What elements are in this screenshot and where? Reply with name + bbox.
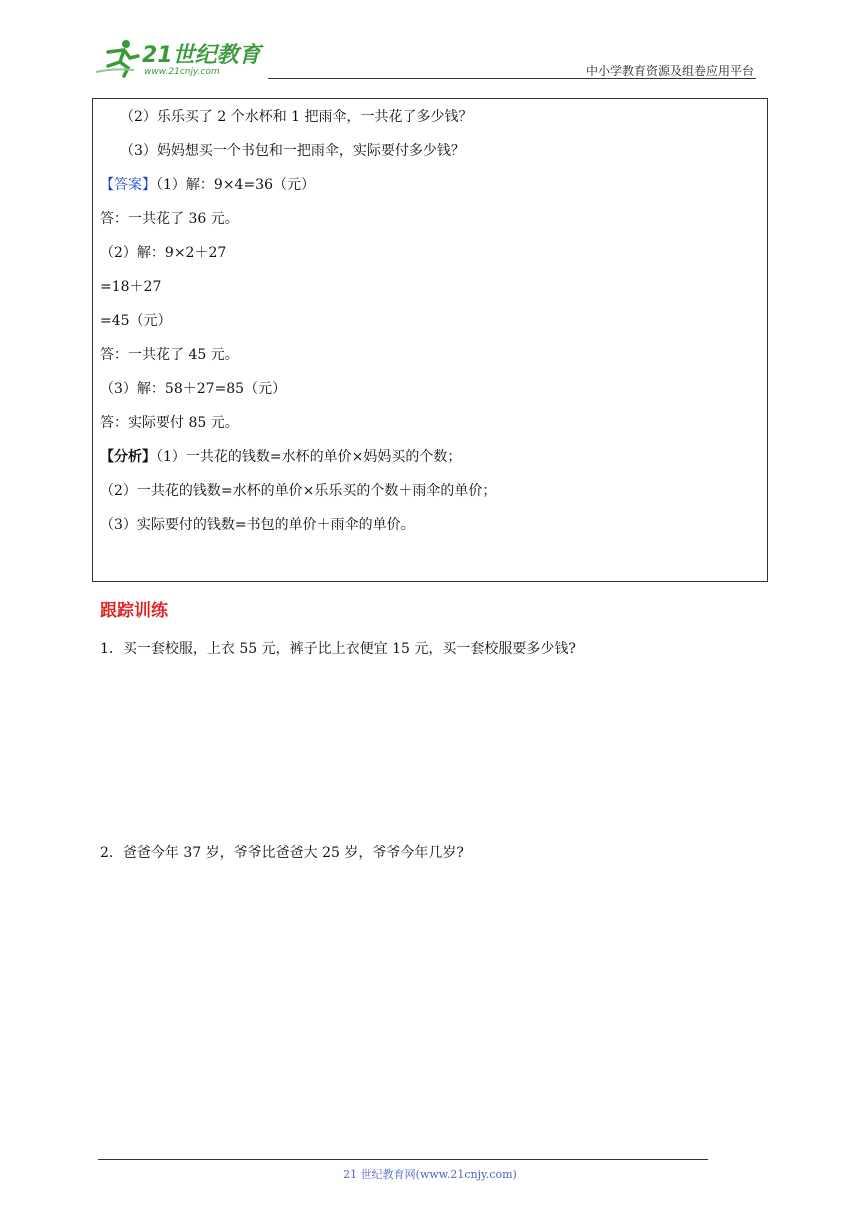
footer-divider <box>98 1159 708 1160</box>
practice-question-1: 1．买一套校服，上衣 55 元，裤子比上衣便宜 15 元，买一套校服要多少钱? <box>100 641 576 657</box>
analysis-1: （1）一共花的钱数=水杯的单价×妈妈买的个数； <box>156 449 462 465</box>
answer-2-reply: 答：一共花了 45 元。 <box>100 347 239 363</box>
header-divider <box>268 78 756 79</box>
answer-1: （1）解：9×4=36（元） <box>156 177 315 193</box>
logo-text: 21世纪教育 <box>142 43 261 68</box>
answer-box <box>92 98 768 582</box>
page-header <box>0 0 860 80</box>
answer-2-step-3: =45（元） <box>100 313 172 329</box>
analysis-2: （2）一共花的钱数=水杯的单价×乐乐买的个数＋雨伞的单价； <box>100 483 497 499</box>
answer-3-reply: 答：实际要付 85 元。 <box>100 415 239 431</box>
analysis-tag: 【分析】 <box>100 449 156 465</box>
answer-line-1 <box>100 174 315 194</box>
answer-3: （3）解：58＋27=85（元） <box>100 381 287 397</box>
practice-question-2: 2．爸爸今年 37 岁，爷爷比爸爸大 25 岁，爷爷今年几岁? <box>100 845 464 861</box>
question-2: （2）乐乐买了 2 个水杯和 1 把雨伞，一共花了多少钱？ <box>120 109 473 125</box>
answer-1-reply: 答：一共花了 36 元。 <box>100 211 239 227</box>
question-3: （3）妈妈想买一个书包和一把雨伞，实际要付多少钱？ <box>120 143 465 159</box>
analysis-line-1 <box>100 446 461 466</box>
answer-2-step-2: =18＋27 <box>100 279 162 295</box>
answer-2-step-1: （2）解：9×2＋27 <box>100 245 227 261</box>
section-title: 跟踪训练 <box>100 601 168 621</box>
logo-url: www.21cnjy.com <box>144 67 220 77</box>
answer-tag: 【答案】 <box>100 177 156 193</box>
footer-text: 21 世纪教育网(www.21cnjy.com) <box>343 1168 517 1181</box>
analysis-3: （3）实际要付的钱数=书包的单价＋雨伞的单价。 <box>100 517 415 533</box>
platform-label: 中小学教育资源及组卷应用平台 <box>585 64 754 78</box>
site-logo <box>94 38 264 78</box>
